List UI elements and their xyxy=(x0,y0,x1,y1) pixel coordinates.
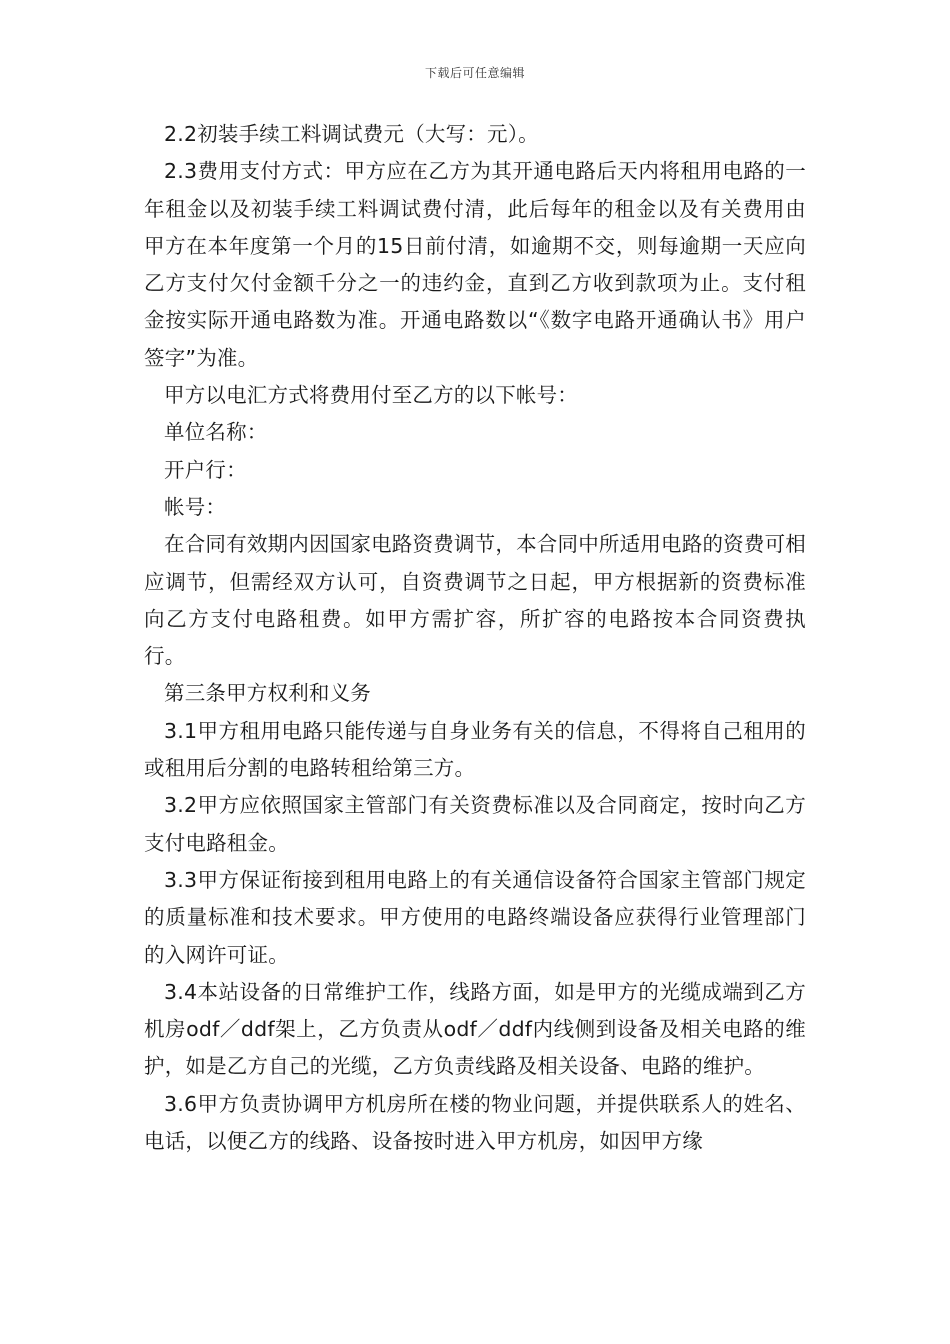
wire-transfer-note: 甲方以电汇方式将费用付至乙方的以下帐号： xyxy=(164,383,578,408)
page-header: 下载后可任意编辑 xyxy=(424,66,525,80)
clause-2-2: 2.2初装手续工料调试费元（大写：元）。 xyxy=(164,122,539,146)
account-name-label: 单位名称： xyxy=(164,420,268,445)
clause-3-4: 3.4本站设备的日常维护工作，线路方面，如是甲方的光缆成端到乙方机房odf／ddf架上，乙方负责从odf／ddf内线侧到设备及相关电路的维护，如是乙方自己的光缆，乙方负责线路及相关设备、电路的维护。 xyxy=(144,979,806,1079)
clause-3-6: 3.6甲方负责协调甲方机房所在楼的物业问题，并提供联系人的姓名、电话，以便乙方的线路、设备按时进入甲方机房，如因甲方缘 xyxy=(144,1091,806,1154)
clause-3-2: 3.2甲方应依照国家主管部门有关资费标准以及合同商定，按时向乙方支付电路租金。 xyxy=(144,793,806,855)
clause-3-1: 3.1甲方租用电路只能传递与自身业务有关的信息，不得将自己租用的或租用后分割的电路转租给第三方。 xyxy=(144,718,806,781)
account-number-label: 帐号： xyxy=(164,494,227,519)
article-3-heading: 第三条甲方权利和义务 xyxy=(164,681,371,706)
clause-2-3: 2.3费用支付方式：甲方应在乙方为其开通电路后天内将租用电路的一年租金以及初装手续工料调试费付清，此后每年的租金以及有关费用由甲方在本年度第一个月的15日前付清，如逾期不交，则每逾期一天应向乙方支付欠付金额千分之一的违约金，直到乙方收到款项为止。支付租金按实际开通电路数为准。开通电路数以“《数字电路开通确认书》用户签字”为准。 xyxy=(144,159,806,370)
clause-3-3: 3.3甲方保证衔接到租用电路上的有关通信设备符合国家主管部门规定的质量标准和技术要求。甲方使用的电路终端设备应获得行业管理部门的入网许可证。 xyxy=(144,867,806,967)
rate-adjustment-paragraph: 在合同有效期内因国家电路资费调节，本合同中所适用电路的资费可相应调节，但需经双方认可，自资费调节之日起，甲方根据新的资费标准向乙方支付电路租费。如甲方需扩容，所扩容的电路按本合同资费执行。 xyxy=(144,532,806,669)
bank-label: 开户行： xyxy=(164,457,247,482)
document-body xyxy=(144,116,806,1160)
